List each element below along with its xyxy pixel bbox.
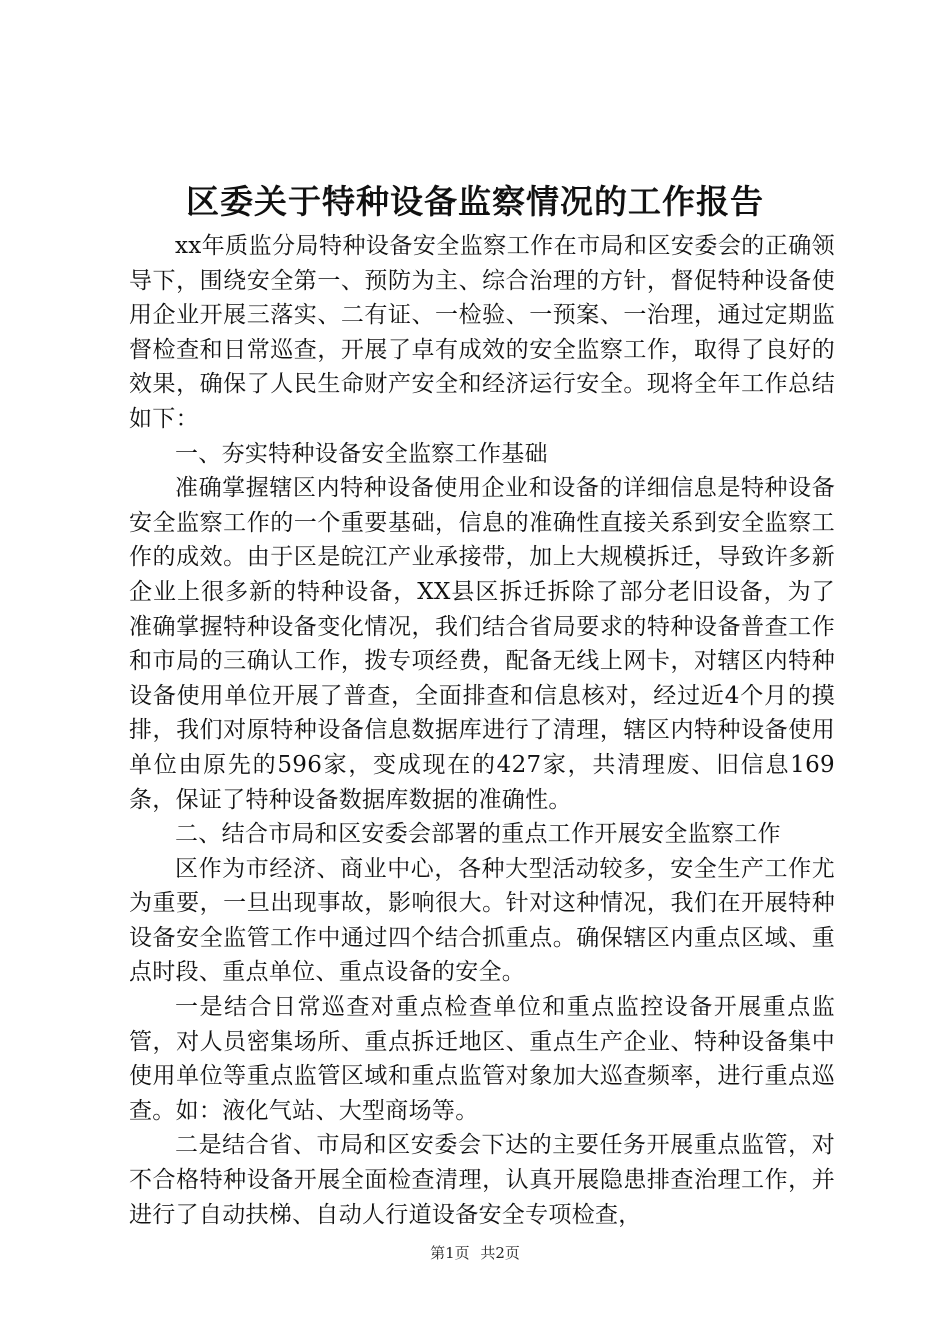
point-1-paragraph: 一是结合日常巡查对重点检查单位和重点监控设备开展重点监管，对人员密集场所、重点拆迁地区、重点生产企业、特种设备集中使用单位等重点监管区域和重点监管对象加大巡查频率，进行重点巡查。如：液化气站、大型商场等。	[129, 994, 835, 1124]
page-number: 第1页	[430, 1244, 470, 1262]
document-title: 区委关于特种设备监察情况的工作报告	[186, 182, 764, 221]
section-heading-2: 二、结合市局和区安委会部署的重点工作开展安全监察工作	[175, 821, 781, 848]
page-footer	[0, 1243, 950, 1263]
intro-paragraph: xx年质监分局特种设备安全监察工作在市局和区安委会的正确领导下，围绕安全第一、预防为主、综合治理的方针，督促特种设备使用企业开展三落实、二有证、一检验、一预案、一治理，通过定期监督检查和日常巡查，开展了卓有成效的安全监察工作，取得了良好的效果，确保了人民生命财产安全和经济运行安全。现将全年工作总结如下：	[129, 233, 835, 432]
section-heading-1: 一、夯实特种设备安全监察工作基础	[175, 440, 548, 467]
point-2-paragraph: 二是结合省、市局和区安委会下达的主要任务开展重点监管，对不合格特种设备开展全面检查清理，认真开展隐患排查治理工作，并进行了自动扶梯、自动人行道设备安全专项检查，	[129, 1132, 835, 1228]
section-2-paragraph: 区作为市经济、商业中心，各种大型活动较多，安全生产工作尤为重要，一旦出现事故，影响很大。针对这种情况，我们在开展特种设备安全监管工作中通过四个结合抓重点。确保辖区内重点区域、重点时段、重点单位、重点设备的安全。	[129, 855, 835, 986]
document-body	[129, 229, 835, 1232]
page-total: 共2页	[480, 1244, 520, 1262]
section-1-paragraph: 准确掌握辖区内特种设备使用企业和设备的详细信息是特种设备安全监察工作的一个重要基础，信息的准确性直接关系到安全监察工作的成效。由于区是皖江产业承接带，加上大规模拆迁，导致许多新企业上很多新的特种设备，XX县区拆迁拆除了部分老旧设备，为了准确掌握特种设备变化情况，我们结合省局要求的特种设备普查工作和市局的三确认工作，拨专项经费，配备无线上网卡，对辖区内特种设备使用单位开展了普查，全面排查和信息核对，经过近4个月的摸排，我们对原特种设备信息数据库进行了清理，辖区内特种设备使用单位由原先的596家，变成现在的427家，共清理废、旧信息169条，保证了特种设备数据库数据的准确性。	[129, 475, 835, 813]
